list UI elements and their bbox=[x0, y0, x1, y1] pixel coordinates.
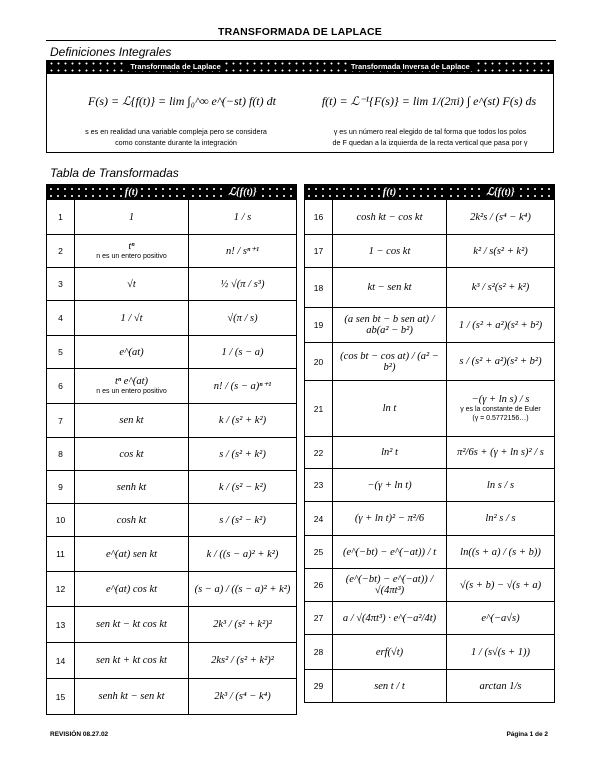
transform-cell bbox=[447, 235, 555, 268]
transform-cell bbox=[447, 343, 555, 381]
transform-expression: π²/6s + (γ + ln s)² / s bbox=[457, 447, 544, 458]
transform-cell bbox=[189, 643, 297, 679]
transform-cell bbox=[447, 437, 555, 469]
row-number: 27 bbox=[305, 602, 333, 635]
function-expression: (e^(−bt) − e^(−at)) / t bbox=[342, 546, 437, 558]
transform-expression: n! / sⁿ⁺¹ bbox=[226, 246, 259, 257]
row-number: 26 bbox=[305, 569, 333, 602]
function-cell bbox=[333, 343, 447, 381]
inverse-laplace-header: Transformada Inversa de Laplace bbox=[347, 62, 474, 71]
header-F: ℒ{f(t)} bbox=[189, 185, 297, 200]
row-number: 25 bbox=[305, 536, 333, 569]
laplace-formula: F(s) = ℒ{f(t)} = lim ∫₀^∞ e^(−st) f(t) dt bbox=[88, 94, 276, 108]
function-expression: cosh kt − cos kt bbox=[356, 211, 423, 223]
function-cell bbox=[333, 469, 447, 502]
table-row bbox=[47, 369, 297, 404]
function-cell bbox=[75, 404, 189, 438]
transform-expression: (s − a) / ((s − a)² + k²) bbox=[194, 583, 291, 595]
transform-cell bbox=[189, 404, 297, 438]
row-number: 12 bbox=[47, 572, 75, 607]
function-cell bbox=[333, 235, 447, 268]
function-expression: senh kt bbox=[116, 481, 147, 493]
function-cell bbox=[75, 537, 189, 572]
transform-note: (γ = 0.5772156…) bbox=[472, 415, 529, 422]
transform-cell bbox=[189, 268, 297, 301]
function-cell bbox=[75, 572, 189, 607]
transform-cell bbox=[447, 381, 555, 437]
transform-expression: k / ((s − a)² + k²) bbox=[206, 548, 279, 560]
transform-expression: 1 / (s² + a²)(s² + b²) bbox=[458, 319, 543, 331]
transform-expression: 1 / (s − a) bbox=[221, 346, 264, 358]
transform-cell bbox=[447, 569, 555, 602]
transform-expression: 1 / s bbox=[233, 211, 252, 223]
function-expression: sen t / t bbox=[374, 680, 405, 692]
row-number: 10 bbox=[47, 504, 75, 537]
transform-expression: k² / s(s² + k²) bbox=[473, 245, 528, 257]
table-row bbox=[47, 404, 297, 438]
table-row bbox=[47, 235, 297, 268]
function-cell bbox=[75, 471, 189, 504]
transform-cell bbox=[189, 369, 297, 404]
table-row bbox=[47, 537, 297, 572]
transform-expression: ln((s + a) / (s + b)) bbox=[460, 546, 541, 558]
table-row bbox=[305, 381, 555, 437]
row-number: 28 bbox=[305, 635, 333, 670]
row-number: 2 bbox=[47, 235, 75, 268]
table-row bbox=[305, 536, 555, 569]
table-row bbox=[305, 200, 555, 235]
transform-expression: arctan 1/s bbox=[479, 680, 522, 692]
transform-expression: s / (s² + a²)(s² + b²) bbox=[459, 356, 542, 367]
function-cell bbox=[333, 670, 447, 703]
transform-expression: k / (s² − k²) bbox=[218, 481, 267, 493]
table-row bbox=[305, 569, 555, 602]
function-note: n es un entero positivo bbox=[96, 388, 167, 395]
function-cell bbox=[75, 268, 189, 301]
function-cell bbox=[333, 569, 447, 602]
function-cell bbox=[333, 635, 447, 670]
row-number: 14 bbox=[47, 643, 75, 679]
inverse-laplace-formula: f(t) = ℒ⁻¹{F(s)} = lim 1/(2πi) ∫ e^(st) F(s) ds bbox=[321, 94, 537, 108]
function-expression: ln t bbox=[382, 403, 397, 414]
transform-cell bbox=[189, 336, 297, 369]
transform-note: γ es la constante de Euler bbox=[460, 406, 541, 413]
function-expression: (cos bt − cos at) / (a² − b²) bbox=[340, 350, 439, 373]
table-row bbox=[305, 235, 555, 268]
page-number-footer: Página 1 de 2 bbox=[506, 731, 548, 738]
transform-cell bbox=[189, 504, 297, 537]
transform-expression: k / (s² + k²) bbox=[218, 415, 267, 426]
table-row bbox=[47, 607, 297, 643]
row-number: 5 bbox=[47, 336, 75, 369]
transform-expression: e^(−a√s) bbox=[481, 612, 520, 624]
table-row bbox=[305, 635, 555, 670]
function-expression: √t bbox=[127, 278, 136, 290]
transform-cell bbox=[447, 635, 555, 670]
header-num bbox=[305, 185, 333, 200]
transform-cell bbox=[447, 536, 555, 569]
function-cell bbox=[333, 381, 447, 437]
function-cell bbox=[75, 438, 189, 471]
table-row bbox=[47, 572, 297, 607]
row-number: 9 bbox=[47, 471, 75, 504]
function-expression: senh kt − sen kt bbox=[98, 691, 165, 702]
row-number: 29 bbox=[305, 670, 333, 703]
transform-cell bbox=[447, 670, 555, 703]
transform-expression: k³ / s²(s² + k²) bbox=[471, 282, 530, 293]
table-row bbox=[305, 308, 555, 343]
table-row bbox=[305, 502, 555, 536]
transform-expression: 1 / (s√(s + 1)) bbox=[471, 646, 530, 658]
table-row bbox=[47, 336, 297, 369]
function-expression: 1 bbox=[128, 211, 135, 223]
row-number: 11 bbox=[47, 537, 75, 572]
function-cell bbox=[333, 200, 447, 235]
function-expression: tⁿ e^(at) bbox=[114, 376, 149, 387]
function-cell bbox=[75, 643, 189, 679]
row-number: 16 bbox=[305, 200, 333, 235]
transform-expression: ½ √(π / s³) bbox=[220, 278, 265, 290]
transform-expression: √(s + b) − √(s + a) bbox=[459, 579, 542, 591]
table-section-title: Tabla de Transformadas bbox=[50, 166, 179, 180]
laplace-note: s es en realidad una variable compleja pero se considera como constante durante la integración bbox=[85, 127, 267, 147]
function-expression: a / √(4πt³) · e^(−a²/4t) bbox=[342, 612, 437, 624]
row-number: 18 bbox=[305, 268, 333, 308]
transform-expression: s / (s² + k²) bbox=[219, 448, 266, 460]
function-expression: (e^(−bt) − e^(−at)) / √(4πt³) bbox=[345, 574, 434, 596]
function-expression: e^(at) cos kt bbox=[105, 583, 158, 595]
function-expression: erf(√t) bbox=[375, 646, 404, 658]
transform-cell bbox=[189, 471, 297, 504]
function-cell bbox=[333, 437, 447, 469]
transform-cell bbox=[189, 679, 297, 715]
function-cell bbox=[75, 369, 189, 404]
function-expression: sen kt + kt cos kt bbox=[96, 655, 167, 666]
table-row bbox=[305, 343, 555, 381]
table-row bbox=[47, 471, 297, 504]
header-f: f(t) bbox=[75, 185, 189, 200]
row-number: 1 bbox=[47, 200, 75, 235]
row-number: 7 bbox=[47, 404, 75, 438]
function-cell bbox=[333, 308, 447, 343]
row-number: 24 bbox=[305, 502, 333, 536]
function-cell bbox=[75, 235, 189, 268]
header-num bbox=[47, 185, 75, 200]
function-cell bbox=[333, 268, 447, 308]
table-row bbox=[305, 602, 555, 635]
table-row bbox=[305, 469, 555, 502]
transform-cell bbox=[189, 607, 297, 643]
function-expression: e^(at) sen kt bbox=[105, 548, 158, 560]
title-rule bbox=[46, 40, 556, 41]
function-expression: 1 − cos kt bbox=[368, 245, 411, 257]
transform-cell bbox=[447, 502, 555, 536]
function-expression: tⁿ bbox=[128, 241, 135, 252]
transform-cell bbox=[189, 301, 297, 336]
table-row bbox=[47, 643, 297, 679]
row-number: 8 bbox=[47, 438, 75, 471]
function-expression: 1 / √t bbox=[120, 312, 143, 324]
function-cell bbox=[75, 336, 189, 369]
definitions-header-bar bbox=[46, 60, 554, 74]
revision-footer: REVISIÓN 08.27.02 bbox=[50, 731, 109, 738]
transform-table-left bbox=[46, 184, 297, 715]
transform-cell bbox=[189, 438, 297, 471]
function-expression: (a sen bt − b sen at) / ab(a² − b²) bbox=[344, 314, 435, 336]
function-cell bbox=[333, 502, 447, 536]
function-cell bbox=[75, 200, 189, 235]
function-cell bbox=[75, 504, 189, 537]
table-row bbox=[47, 504, 297, 537]
function-expression: −(γ + ln t) bbox=[367, 479, 412, 491]
transform-expression: 2k³ / (s² + k²)² bbox=[213, 619, 272, 630]
function-expression: kt − sen kt bbox=[367, 282, 412, 293]
row-number: 6 bbox=[47, 369, 75, 404]
function-expression: (γ + ln t)² − π²/6 bbox=[354, 513, 425, 524]
function-cell bbox=[75, 301, 189, 336]
function-expression: sen kt − kt cos kt bbox=[96, 619, 167, 630]
row-number: 3 bbox=[47, 268, 75, 301]
transform-expression: √(π / s) bbox=[227, 312, 258, 324]
table-row bbox=[47, 679, 297, 715]
transform-cell bbox=[447, 469, 555, 502]
function-expression: cosh kt bbox=[116, 514, 147, 526]
table-row bbox=[47, 301, 297, 336]
table-row bbox=[47, 268, 297, 301]
function-expression: e^(at) bbox=[119, 346, 144, 358]
transform-expression: 2k³ / (s⁴ − k⁴) bbox=[214, 691, 271, 702]
transform-expression: −(γ + ln s) / s bbox=[471, 394, 530, 405]
row-number: 22 bbox=[305, 437, 333, 469]
function-cell bbox=[333, 536, 447, 569]
transform-expression: ln s / s bbox=[486, 479, 515, 491]
transform-cell bbox=[447, 602, 555, 635]
row-number: 4 bbox=[47, 301, 75, 336]
transform-cell bbox=[447, 308, 555, 343]
table-row bbox=[47, 200, 297, 235]
function-note: n es un entero positivo bbox=[96, 253, 167, 260]
definitions-box bbox=[46, 73, 554, 153]
transform-cell bbox=[189, 537, 297, 572]
function-expression: ln² t bbox=[381, 447, 398, 458]
transform-cell bbox=[189, 200, 297, 235]
inverse-laplace-note: γ es un número real elegido de tal forma que todos los polos de F quedan a la izquierda de la recta vertical que pasa por γ bbox=[332, 127, 528, 147]
laplace-header: Transformada de Laplace bbox=[126, 62, 224, 71]
table-row bbox=[305, 268, 555, 308]
transform-cell bbox=[447, 200, 555, 235]
header-f: f(t) bbox=[333, 185, 447, 200]
transform-expression: s / (s² − k²) bbox=[219, 514, 266, 526]
header-F: ℒ{f(t)} bbox=[447, 185, 555, 200]
definitions-title: Definiciones Integrales bbox=[50, 45, 172, 59]
function-cell bbox=[333, 602, 447, 635]
row-number: 15 bbox=[47, 679, 75, 715]
row-number: 20 bbox=[305, 343, 333, 381]
function-expression: sen kt bbox=[119, 415, 144, 426]
row-number: 19 bbox=[305, 308, 333, 343]
row-number: 23 bbox=[305, 469, 333, 502]
transform-expression: n! / (s − a)ⁿ⁺¹ bbox=[213, 381, 272, 392]
function-expression: cos kt bbox=[119, 448, 144, 460]
row-number: 13 bbox=[47, 607, 75, 643]
transform-cell bbox=[189, 235, 297, 268]
transform-expression: ln² s / s bbox=[485, 513, 516, 524]
table-row bbox=[47, 438, 297, 471]
function-cell bbox=[75, 679, 189, 715]
row-number: 17 bbox=[305, 235, 333, 268]
transform-expression: 2k²s / (s⁴ − k⁴) bbox=[470, 211, 531, 223]
table-row bbox=[305, 670, 555, 703]
function-cell bbox=[75, 607, 189, 643]
transform-cell bbox=[447, 268, 555, 308]
transform-table-right bbox=[304, 184, 555, 703]
page-title: TRANSFORMADA DE LAPLACE bbox=[217, 26, 383, 38]
row-number: 21 bbox=[305, 381, 333, 437]
transform-expression: 2ks² / (s² + k²)² bbox=[211, 655, 274, 666]
transform-cell bbox=[189, 572, 297, 607]
table-row bbox=[305, 437, 555, 469]
